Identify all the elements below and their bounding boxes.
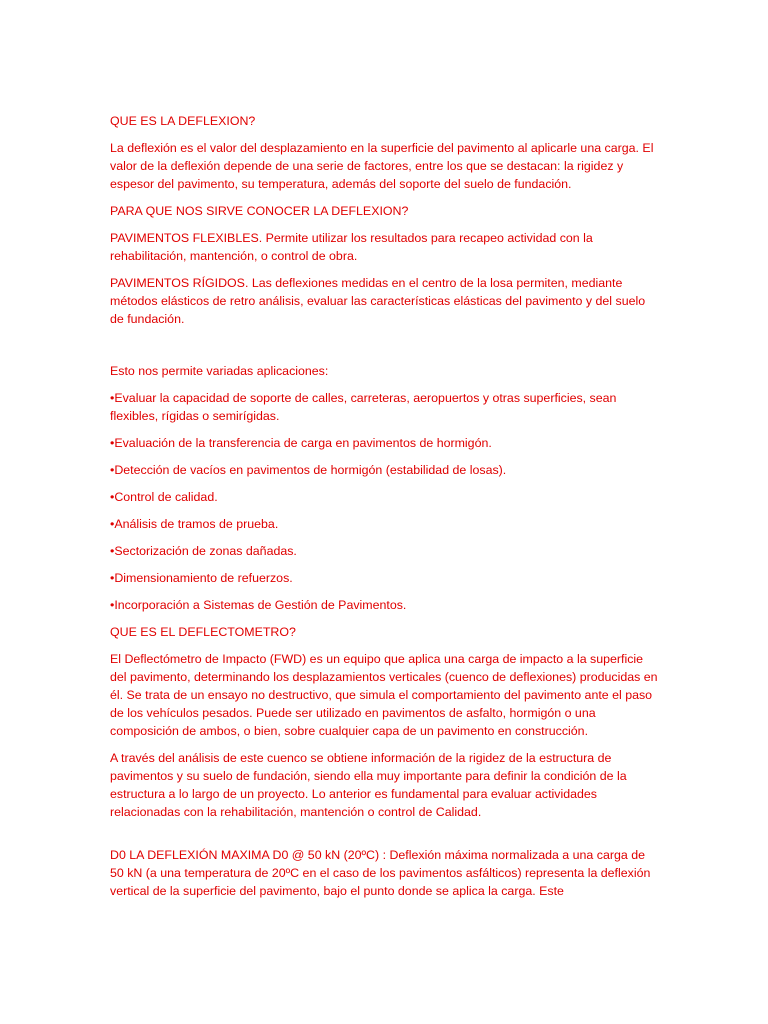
list-item: •Evaluación de la transferencia de carga en pavimentos de hormigón. (110, 436, 492, 450)
paragraph-cuenco-analisis: A través del análisis de este cuenco se obtiene información de la rigidez de la estructura de pavimentos y su suelo de fundación, siendo ella muy importante para definir la condición de la estructura a lo largo de un proyecto. Lo anterior es fundamental para evaluar actividades relacionadas con la rehabilitación, mantención o control de Calidad. (110, 751, 627, 819)
document-body (110, 112, 662, 909)
list-item: •Incorporación a Sistemas de Gestión de Pavimentos. (110, 598, 407, 612)
paragraph-deflectometro: El Deflectómetro de Impacto (FWD) es un equipo que aplica una carga de impacto a la superficie del pavimento, determinando los desplazamientos verticales (cuenco de deflexiones) producidas en él. Se trata de un ensayo no destructivo, que simula el comportamiento del pavimento ante el paso de los vehículos pesados. Puede ser utilizado en pavimentos de asfalto, hormigón o una composición de ambos, o bien, sobre cualquier capa de un pavimento en construcción. (110, 652, 658, 738)
list-item: •Control de calidad. (110, 490, 218, 504)
list-item: •Dimensionamiento de refuerzos. (110, 571, 293, 585)
spacer (110, 337, 662, 362)
list-item: •Análisis de tramos de prueba. (110, 517, 279, 531)
paragraph-pavimentos-rigidos: PAVIMENTOS RÍGIDOS. Las deflexiones medidas en el centro de la losa permiten, mediante métodos elásticos de retro análisis, evaluar las características elásticas del pavimento y del suelo de fundación. (110, 276, 646, 326)
paragraph-pavimentos-flexibles: PAVIMENTOS FLEXIBLES. Permite utilizar los resultados para recapeo actividad con la rehabilitación, mantención, o control de obra. (110, 231, 593, 263)
paragraph-definition: La deflexión es el valor del desplazamiento en la superficie del pavimento al aplicarle una carga. El valor de la deflexión depende de una serie de factores, entre los que se destacan: la rigidez y espesor del pavimento, su temperatura, además del soporte del suelo de fundación. (110, 141, 654, 191)
heading-que-es-el-deflectometro: QUE ES EL DEFLECTOMETRO? (110, 625, 296, 639)
list-item: •Sectorización de zonas dañadas. (110, 544, 297, 558)
paragraph-aplicaciones-intro: Esto nos permite variadas aplicaciones: (110, 364, 329, 378)
list-item: •Detección de vacíos en pavimentos de hormigón (estabilidad de losas). (110, 463, 507, 477)
spacer (110, 830, 662, 846)
paragraph-deflexion-maxima: D0 LA DEFLEXIÓN MAXIMA D0 @ 50 kN (20ºC) : Deflexión máxima normalizada a una carga de 50 kN (a una temperatura de 20ºC en el caso de los pavimentos asfálticos) representa la deflexión vertical de la superficie del pavimento, bajo el punto donde se aplica la carga. Este (110, 848, 651, 898)
list-item: •Evaluar la capacidad de soporte de calles, carreteras, aeropuertos y otras superficies, sean flexibles, rígidas o semirígidas. (110, 391, 617, 423)
heading-para-que-sirve: PARA QUE NOS SIRVE CONOCER LA DEFLEXION? (110, 204, 409, 218)
heading-que-es-la-deflexion: QUE ES LA DEFLEXION? (110, 114, 256, 128)
